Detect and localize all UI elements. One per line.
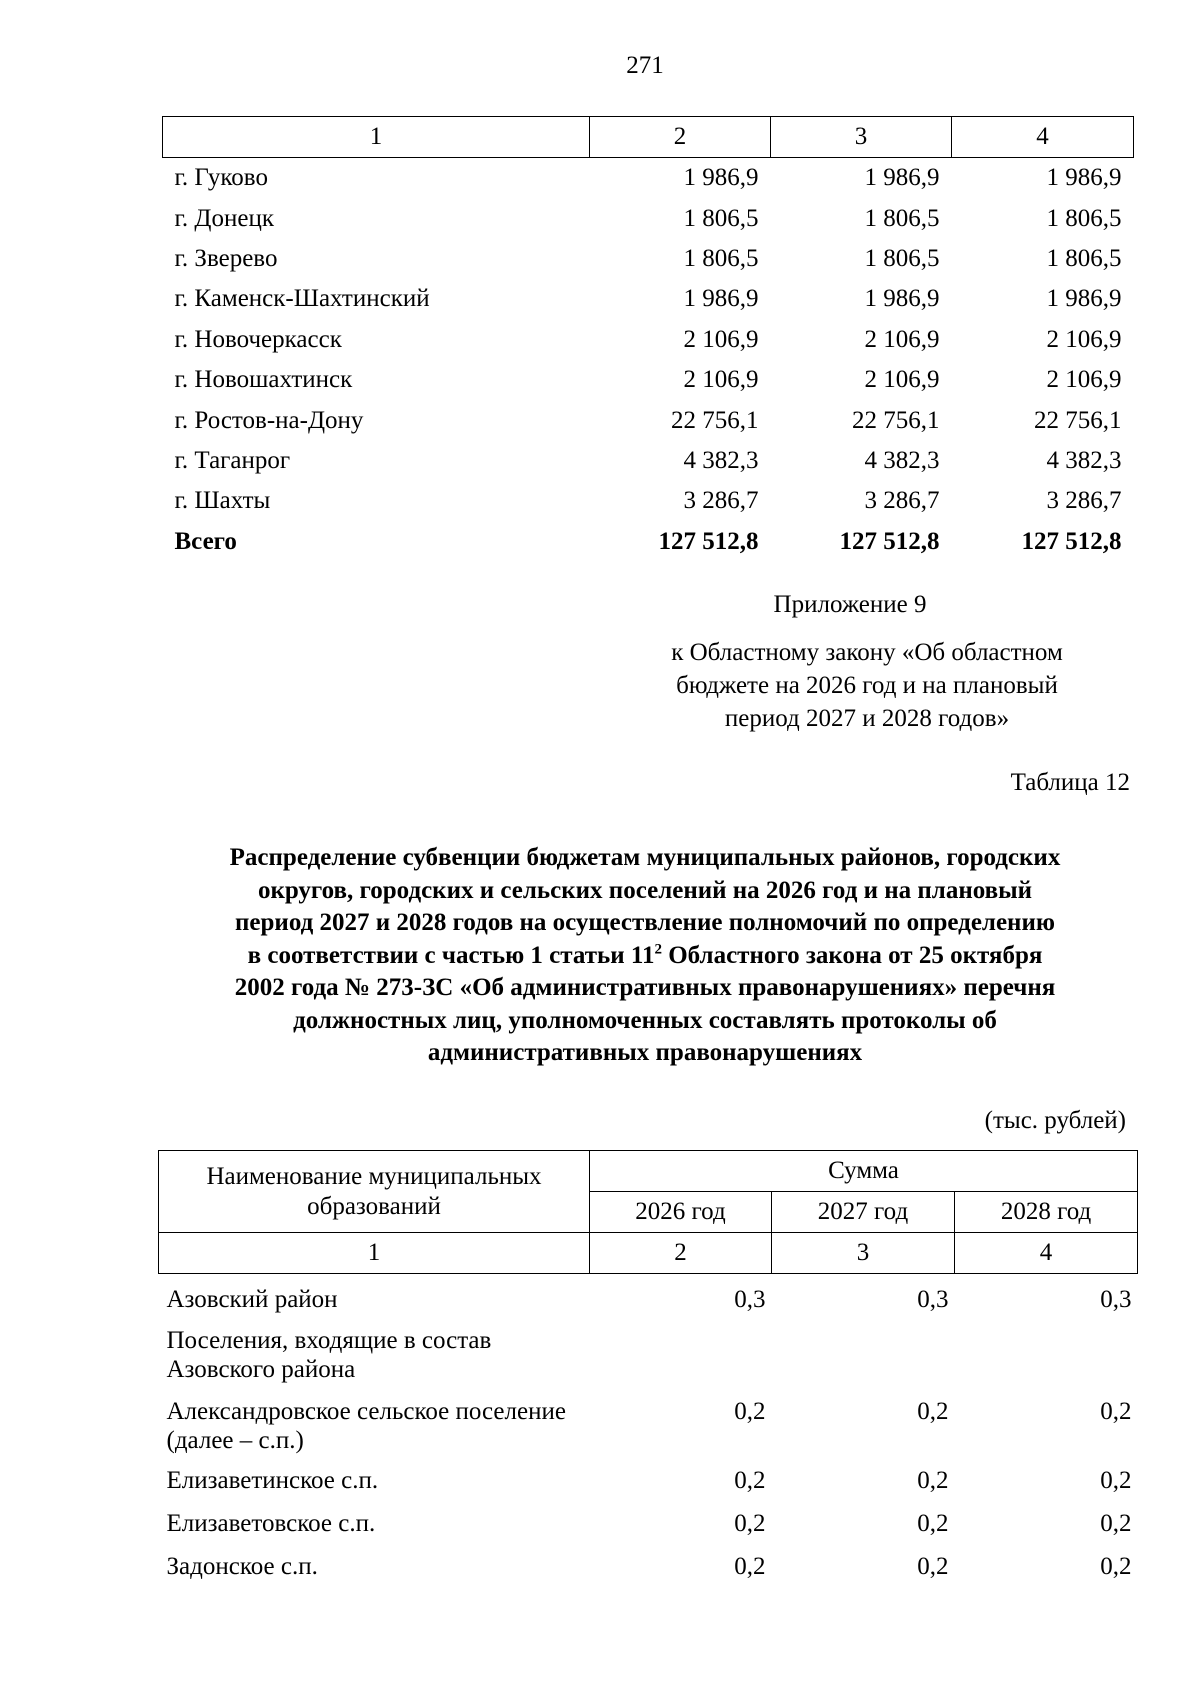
heading-line: период 2027 и 2028 годов на осуществление полномочий по определению — [235, 909, 1055, 936]
appendix-reference — [632, 636, 1102, 735]
value-2028: 3 286,7 — [1046, 487, 1122, 515]
heading-line: Распределение субвенции бюджетам муниципальных районов, городских — [229, 844, 1061, 871]
appendix-line: бюджете на 2026 год и на плановый — [676, 672, 1058, 699]
table-row — [159, 1496, 1138, 1539]
heading-line: округов, городских и сельских поселений на 2026 год и на плановый — [257, 876, 1033, 904]
table-row — [163, 360, 1134, 400]
table-row — [159, 1315, 1138, 1384]
table-row — [159, 1455, 1138, 1496]
header-sum: Сумма — [590, 1151, 1138, 1192]
value-2028: 1 986,9 — [1046, 164, 1122, 192]
value-2027: 2 106,9 — [864, 325, 940, 353]
table-row — [163, 441, 1134, 481]
value-2026: 0,2 — [734, 1467, 766, 1494]
column-number: 1 — [159, 1233, 590, 1274]
table-row — [163, 158, 1134, 199]
value-2027: 1 986,9 — [864, 164, 940, 192]
table-row — [163, 198, 1134, 238]
column-number: 1 — [163, 117, 590, 158]
municipality-name: г. Новошахтинск — [174, 366, 353, 394]
appendix-title: Приложение 9 — [773, 591, 927, 618]
total-label: Всего — [174, 527, 237, 555]
table-row — [159, 1274, 1138, 1316]
header-name: Наименование муниципальных образований — [159, 1151, 590, 1233]
value-2026: 4 382,3 — [683, 446, 759, 474]
table-row — [163, 481, 1134, 521]
total-2028: 127 512,8 — [1021, 527, 1122, 555]
municipality-name: Азовский район — [166, 1286, 338, 1313]
value-2026: 2 106,9 — [683, 366, 759, 394]
heading-line: должностных лиц, уполномоченных составлять протоколы об — [293, 1006, 997, 1034]
municipality-name: г. Зверево — [174, 244, 278, 272]
total-2026: 127 512,8 — [658, 527, 759, 555]
value-2026: 3 286,7 — [683, 487, 759, 515]
column-number: 2 — [590, 117, 771, 158]
municipality-name: г. Новочеркасск — [174, 325, 342, 353]
table-row — [159, 1384, 1138, 1455]
column-number: 3 — [771, 117, 952, 158]
value-2026: 1 986,9 — [683, 285, 759, 313]
value-2026: 0,2 — [734, 1510, 766, 1537]
municipality-name: Александровское сельское поселение (далее – с.п.) — [166, 1398, 566, 1454]
value-2026: 2 106,9 — [683, 325, 759, 353]
total-2027: 127 512,8 — [839, 527, 940, 555]
value-2028: 0,2 — [1100, 1553, 1132, 1580]
header-year: 2026 год — [590, 1192, 772, 1233]
value-2026: 22 756,1 — [671, 406, 759, 434]
value-2027: 1 806,5 — [864, 244, 940, 272]
heading-line: административных правонарушениях — [427, 1039, 863, 1066]
appendix-line: период 2027 и 2028 годов» — [724, 705, 1010, 732]
value-2028: 1 986,9 — [1046, 285, 1122, 313]
value-2026: 0,3 — [734, 1286, 766, 1313]
heading-text: в соответствии с частью 1 статьи 11 — [247, 941, 655, 969]
value-2026: 0,2 — [734, 1553, 766, 1580]
value-2027: 4 382,3 — [864, 446, 940, 474]
value-2028: 4 382,3 — [1046, 446, 1122, 474]
municipality-name: Елизаветинское с.п. — [166, 1467, 379, 1494]
value-2028: 1 806,5 — [1046, 204, 1122, 232]
value-2028: 22 756,1 — [1034, 406, 1122, 434]
municipality-name: Задонское с.п. — [166, 1553, 318, 1580]
total-row — [163, 522, 1134, 562]
value-2026: 0,2 — [734, 1398, 766, 1425]
value-2028: 0,2 — [1100, 1510, 1132, 1537]
value-2028 — [955, 1315, 1138, 1384]
value-2027: 22 756,1 — [852, 406, 940, 434]
superscript: 2 — [654, 941, 662, 958]
value-2026: 1 806,5 — [683, 204, 759, 232]
header-year: 2027 год — [772, 1192, 955, 1233]
municipality-name: Поселения, входящие в состав Азовского района — [166, 1327, 492, 1383]
column-number: 4 — [955, 1233, 1138, 1274]
value-2027: 0,2 — [917, 1398, 949, 1425]
value-2026: 1 986,9 — [683, 164, 759, 192]
subvention-table — [158, 1150, 1138, 1582]
value-2027: 1 986,9 — [864, 285, 940, 313]
value-2027: 3 286,7 — [864, 487, 940, 515]
column-number: 4 — [952, 117, 1134, 158]
value-2028: 2 106,9 — [1046, 366, 1122, 394]
municipality-name: г. Таганрог — [174, 446, 291, 474]
municipality-name: г. Каменск-Шахтинский — [174, 285, 430, 313]
value-2027: 0,3 — [917, 1286, 949, 1313]
municipality-name: г. Донецк — [174, 204, 274, 232]
table-row — [163, 320, 1134, 360]
municipality-name: г. Шахты — [174, 487, 271, 515]
table-row — [163, 239, 1134, 279]
value-2027 — [772, 1315, 955, 1384]
header-row — [159, 1151, 1138, 1192]
municipality-name: г. Ростов-на-Дону — [174, 406, 364, 434]
column-number-row — [159, 1233, 1138, 1274]
units-label: (тыс. рублей) — [984, 1107, 1126, 1134]
value-2028: 0,2 — [1100, 1398, 1132, 1425]
value-2028: 0,3 — [1100, 1286, 1132, 1313]
column-number: 2 — [590, 1233, 772, 1274]
value-2026 — [590, 1315, 772, 1384]
value-2028: 0,2 — [1100, 1467, 1132, 1494]
value-2027: 1 806,5 — [864, 204, 940, 232]
value-2028: 1 806,5 — [1046, 244, 1122, 272]
appendix-line: к Областному закону «Об областном — [671, 639, 1063, 666]
header-year: 2028 год — [955, 1192, 1138, 1233]
municipality-name: г. Гуково — [174, 164, 268, 192]
value-2027: 0,2 — [917, 1467, 949, 1494]
heading-text: Областного закона от 25 октября — [661, 941, 1043, 969]
heading-line: 2002 года № 273-ЗС «Об административных правонарушениях» перечня — [234, 974, 1056, 1001]
table-row — [159, 1539, 1138, 1582]
continuation-table — [162, 116, 1134, 562]
value-2027: 0,2 — [917, 1510, 949, 1537]
municipality-name: Елизаветовское с.п. — [166, 1510, 376, 1537]
value-2027: 2 106,9 — [864, 366, 940, 394]
document-heading — [150, 842, 1140, 1070]
value-2028: 2 106,9 — [1046, 325, 1122, 353]
column-number: 3 — [772, 1233, 955, 1274]
table-row — [163, 279, 1134, 319]
table-label: Таблица 12 — [1010, 769, 1130, 796]
page-number: 271 — [626, 52, 664, 79]
value-2026: 1 806,5 — [683, 244, 759, 272]
value-2027: 0,2 — [917, 1553, 949, 1580]
column-number-row — [163, 117, 1134, 158]
heading-line — [150, 940, 1140, 973]
table-row — [163, 400, 1134, 440]
